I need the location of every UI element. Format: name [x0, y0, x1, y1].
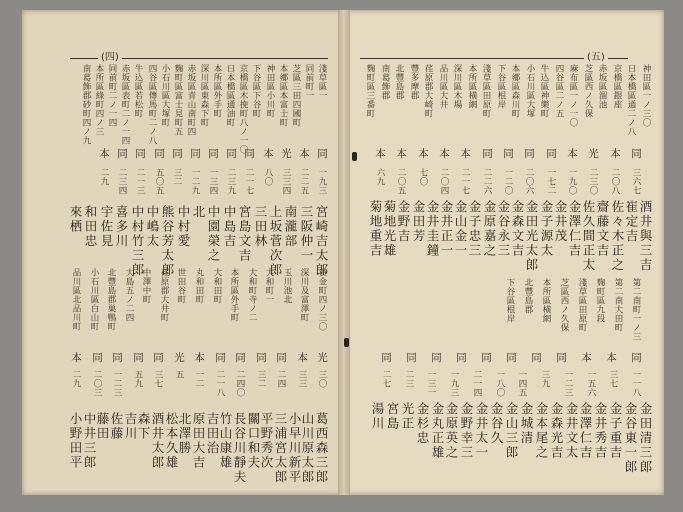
name-cell: 崔定吉: [624, 200, 639, 244]
name-cell: 金谷永三: [496, 200, 511, 258]
code-cell: 一九三: [317, 168, 327, 195]
name-cell: 金山三郎: [504, 402, 519, 460]
marker-cell: 同: [132, 352, 144, 364]
address-column: 本所區外手町: [212, 64, 222, 118]
marker-cell: 光: [587, 148, 599, 160]
marker-cell: 同: [530, 352, 542, 364]
marker-cell: 同: [275, 352, 287, 364]
code-cell: 一二: [194, 370, 204, 388]
name-cell: 齋藤文吉: [595, 200, 610, 258]
name-cell: 原田大吉: [191, 412, 206, 470]
marker-cell: 本: [605, 352, 617, 364]
code-cell: 一三一: [426, 370, 436, 397]
name-cell: 金子重吉: [608, 402, 623, 460]
address-column: 丸和田町: [194, 268, 204, 304]
marker-cell: 同: [189, 148, 201, 160]
marker-cell: 本: [298, 148, 310, 160]
marker-cell: 同: [207, 148, 219, 160]
code-cell: 三三: [297, 370, 307, 388]
code-cell: 三二: [256, 370, 266, 388]
address-column: 日本橋區通二ノ八: [626, 64, 636, 136]
marker-cell: 同: [116, 148, 128, 160]
code-cell: 二三四: [117, 168, 127, 195]
name-cell: 金井茂: [553, 200, 568, 244]
code-cell: 三〇: [317, 370, 327, 388]
code-cell: 一五六: [586, 370, 596, 397]
marker-cell: 光: [173, 352, 185, 364]
address-column: 淺草區一: [317, 64, 327, 100]
address-column: 麻布區一ノ一〇: [568, 64, 578, 127]
name-cell: 金丸正雄: [430, 402, 445, 460]
name-cell: 宮島文吉: [237, 205, 252, 263]
address-column: 赤坂區表町二ノ一四: [120, 64, 130, 145]
code-cell: 二〇六: [524, 168, 534, 195]
marker-cell: 同: [153, 148, 165, 160]
name-cell: 長谷川靜夫: [232, 412, 247, 485]
address-column: 芝區西ノ久保: [583, 64, 593, 118]
name-cell: 金杉忠: [415, 402, 430, 446]
marker-cell: 本: [417, 148, 429, 160]
marker-cell: 同: [225, 148, 237, 160]
marker-cell: 本: [580, 352, 592, 364]
address-column: 本所區橫網: [467, 64, 477, 109]
address-column: 世田谷町: [176, 268, 186, 304]
code-cell: 二一七: [244, 168, 254, 195]
address-column: 麴町區三番町: [365, 64, 375, 118]
code-cell: 六九: [375, 168, 385, 186]
name-cell: 葛西森三郎: [314, 412, 329, 485]
name-cell: 吉川: [123, 412, 138, 441]
name-cell: 南瀧部: [283, 205, 298, 249]
name-cell: 金森文吉: [510, 200, 525, 258]
address-column: 京橋區木挽町八ノ一〇: [238, 64, 248, 154]
code-cell: 一八〇: [495, 370, 505, 397]
name-cell: 宇佐見: [99, 205, 114, 249]
address-column: 第二南大田町: [613, 278, 623, 332]
name-cell: 中村竹三郎: [130, 205, 145, 278]
code-cell: 二二六: [482, 168, 492, 195]
name-cell: 上坂菅次郎: [268, 205, 283, 278]
address-column: 荏原郡大井町: [159, 268, 169, 322]
name-cell: 湯川: [370, 402, 385, 431]
address-column: 品川區大井: [438, 64, 448, 109]
name-cell: 關口和夫: [246, 412, 261, 470]
name-cell: 三浦宮太郎: [273, 412, 288, 485]
address-column: 神田區一ノ三〇: [641, 64, 651, 127]
code-cell: 一二〇: [503, 168, 513, 195]
code-cell: 二二五: [299, 168, 309, 195]
marker-cell: 同: [91, 352, 103, 364]
address-column: 淺草區田原町: [577, 278, 587, 332]
code-cell: 二一八: [215, 370, 225, 397]
marker-cell: 本: [395, 148, 407, 160]
name-cell: 金本尾之: [534, 402, 549, 460]
name-cell: 金井正一: [439, 200, 454, 258]
name-cell: 金田清三郎: [638, 402, 653, 475]
address-column: 牛込區神樂町: [539, 64, 549, 118]
address-column: 深川區東森下町: [199, 64, 209, 127]
code-cell: 一二九: [190, 168, 200, 195]
name-cell: 森下: [136, 412, 151, 441]
marker-cell: 本: [262, 148, 274, 160]
address-column: 下谷區下谷町: [251, 64, 261, 118]
name-cell: 中島吉: [222, 205, 237, 249]
marker-cell: 同: [630, 352, 642, 364]
address-column: 赤坂區青山南町四: [186, 64, 196, 136]
address-column: 麴町區九段: [595, 278, 605, 323]
marker-cell: 本: [70, 352, 82, 364]
marker-cell: 同: [545, 148, 557, 160]
address-column: 玉川池北: [282, 268, 292, 304]
code-cell: 一三四: [208, 168, 218, 195]
name-cell: 三田林: [253, 205, 268, 249]
code-cell: 五: [174, 370, 184, 379]
name-cell: 竹山康雄: [218, 412, 233, 470]
name-cell: 喜多川: [114, 205, 129, 249]
marker-cell: 本: [193, 352, 205, 364]
marker-cell: 同: [502, 148, 514, 160]
name-cell: 吉田治: [205, 412, 220, 456]
code-cell: 五九: [133, 370, 143, 388]
code-cell: 二〇四: [439, 168, 449, 195]
address-column: 北豐島郡巣鴨町: [106, 268, 116, 331]
address-column: 四谷區二ノ五: [554, 64, 564, 118]
marker-cell: 同: [430, 352, 442, 364]
address-column: 本郷區森川町: [510, 64, 520, 118]
address-column: 芝區三田四國町: [291, 64, 301, 127]
name-cell: 藤田: [95, 412, 110, 441]
address-column: 淺草區田原町: [481, 64, 491, 118]
name-cell: 佐久間正太: [581, 200, 596, 273]
address-column: 牛込區若松町: [133, 64, 143, 118]
address-column: 南葛飾郡: [380, 64, 390, 100]
name-cell: 酒井太郎: [150, 412, 165, 470]
name-cell: 金子源太: [539, 200, 554, 258]
name-cell: 松本久雄: [164, 412, 179, 470]
code-cell: 三九: [540, 370, 550, 388]
name-cell: 金子忠三: [467, 200, 482, 258]
marker-cell: 同: [214, 352, 226, 364]
left-page-number: (四): [98, 48, 122, 63]
code-cell: 二〇八: [610, 168, 620, 195]
binding-stitch: [344, 338, 349, 347]
name-cell: 金澤仁吉: [578, 402, 593, 460]
name-cell: 宮崎吉太郎: [314, 205, 329, 278]
code-cell: 一七二: [546, 168, 556, 195]
marker-cell: 同: [243, 148, 255, 160]
name-cell: 中嶋太: [145, 205, 160, 249]
marker-cell: 同: [481, 148, 493, 160]
code-cell: 七〇: [418, 168, 428, 186]
address-column: 日本橋區通油町: [225, 64, 235, 127]
address-column: 深川區木場: [452, 64, 462, 109]
book-gutter: [338, 10, 350, 495]
address-column: 大和田町: [212, 268, 222, 304]
name-cell: 金田光太郎: [524, 200, 539, 273]
name-cell: 佐々木正之: [610, 200, 625, 273]
name-cell: 金井文太: [564, 402, 579, 460]
address-column: 小石川區白山町: [89, 268, 99, 331]
marker-cell: 光: [280, 148, 292, 160]
address-column: 北豐島郡: [523, 278, 533, 314]
marker-cell: 本: [438, 148, 450, 160]
marker-cell: 同: [134, 148, 146, 160]
name-cell: 金城清: [519, 402, 534, 446]
name-cell: 菊地重吉: [368, 200, 383, 258]
name-cell: 金野幸三: [459, 402, 474, 460]
address-column: 品川區北品川町: [71, 268, 81, 331]
code-cell: 五〇五: [154, 168, 164, 195]
code-cell: 二九: [99, 168, 109, 186]
address-column: 大和町寺ノ二: [247, 268, 257, 322]
binding-stitch: [352, 152, 357, 161]
code-cell: 一九三: [449, 370, 459, 397]
marker-cell: 同: [455, 352, 467, 364]
marker-cell: 同: [171, 148, 183, 160]
name-cell: 菊地光雄: [382, 200, 397, 258]
address-column: 小石川區大塚町: [160, 64, 170, 127]
code-cell: 二一七: [460, 168, 470, 195]
code-cell: 二一三: [135, 168, 145, 195]
name-cell: 金谷久: [489, 402, 504, 446]
marker-cell: 同: [380, 352, 392, 364]
marker-cell: 同: [255, 352, 267, 364]
code-cell: 一九〇: [567, 168, 577, 195]
address-column: 神田區小川町: [265, 64, 275, 118]
address-column: 京橋區銀座: [612, 64, 622, 109]
name-cell: 酒井與三吉: [638, 200, 653, 273]
address-column: 本所區橫網: [541, 278, 551, 323]
marker-cell: 光: [316, 352, 328, 364]
code-cell: 三六七: [631, 168, 641, 195]
address-column: 同前町二ノ一四: [107, 64, 117, 127]
name-cell: 和田忠: [83, 205, 98, 249]
code-cell: 一四五: [517, 370, 527, 397]
address-column: 赤坂區溜池: [597, 64, 607, 109]
code-cell: 一二三: [112, 370, 122, 397]
marker-cell: 同: [523, 148, 535, 160]
code-cell: 二九: [71, 370, 81, 388]
code-cell: 一二三: [563, 370, 573, 397]
marker-cell: 本: [566, 148, 578, 160]
address-column: 本所區外手町: [229, 268, 239, 322]
name-cell: 金井圭鐘: [425, 200, 440, 258]
name-cell: 來栖: [68, 205, 83, 234]
name-cell: 金森光吉: [549, 402, 564, 460]
name-cell: 金井秀吉: [593, 402, 608, 460]
code-cell: 二四〇: [235, 370, 245, 397]
code-cell: 三七: [153, 370, 163, 388]
right-page-number: (五): [584, 48, 608, 63]
name-cell: 小早川新平: [287, 412, 302, 485]
address-column: 本所區綠町四ノ三: [94, 64, 104, 136]
marker-cell: 同: [316, 148, 328, 160]
name-cell: 熊谷芳太郎: [160, 205, 175, 278]
name-cell: 佐藤: [109, 412, 124, 441]
marker-cell: 同: [405, 352, 417, 364]
name-cell: 北澤勝: [177, 412, 192, 456]
name-cell: 中井三郎: [82, 412, 97, 470]
name-cell: 中村愛: [176, 205, 191, 249]
code-cell: 二〇三: [92, 370, 102, 397]
name-cell: 北: [191, 205, 206, 220]
name-cell: 金谷東一郎: [623, 402, 638, 475]
name-cell: 金井太一: [474, 402, 489, 460]
marker-cell: 本: [296, 352, 308, 364]
code-cell: 三二: [172, 168, 182, 186]
address-column: 小石川區大塚: [525, 64, 535, 118]
address-column: 大和町一: [264, 268, 274, 304]
name-cell: 小野田平: [68, 412, 83, 470]
code-cell: 一一八: [631, 370, 641, 397]
address-column: 下谷區根岸: [505, 278, 515, 323]
address-column: 荏原郡大崎町: [423, 64, 433, 118]
address-column: 大島五ノ二四: [124, 268, 134, 322]
address-column: 本郷區本富士町: [278, 64, 288, 127]
marker-cell: 同: [505, 352, 517, 364]
name-cell: 金原嘉之: [482, 200, 497, 258]
marker-cell: 同: [480, 352, 492, 364]
name-cell: 金田芳: [411, 200, 426, 244]
code-cell: 二三〇: [588, 168, 598, 195]
address-column: 同前町一: [304, 64, 314, 100]
address-column: 北豐島郡: [394, 64, 404, 100]
name-cell: 金原英之: [444, 402, 459, 460]
marker-cell: 同: [152, 352, 164, 364]
address-column: 中澤中町: [141, 268, 151, 304]
address-column: 黄金町四ノ三〇: [317, 268, 327, 331]
code-cell: 二三: [404, 370, 414, 388]
address-column: 下谷區根岸: [496, 64, 506, 109]
code-cell: 二四: [276, 370, 286, 388]
marker-cell: 同: [111, 352, 123, 364]
name-cell: 金山金一: [453, 200, 468, 258]
name-cell: 光正: [400, 402, 415, 431]
marker-cell: 本: [374, 148, 386, 160]
marker-cell: 同: [555, 352, 567, 364]
address-column: 豐多摩郡: [409, 64, 419, 100]
address-column: 芝區西ノ久保: [559, 278, 569, 332]
name-cell: 山川原太郎: [300, 412, 315, 485]
address-column: 第二南町一ノ三: [631, 278, 641, 341]
marker-cell: 同: [234, 352, 246, 364]
code-cell: 三七: [608, 370, 618, 388]
code-cell: 二七: [381, 370, 391, 388]
name-cell: 金野吉: [396, 200, 411, 244]
code-cell: 二三九: [226, 168, 236, 195]
name-cell: 三阪仲一: [299, 205, 314, 263]
name-cell: 宮島: [385, 402, 400, 431]
code-cell: 二一四: [472, 370, 482, 397]
name-cell: 金澤仁吉: [567, 200, 582, 258]
address-column: 麴町區富士見町五: [173, 64, 183, 136]
code-cell: 二〇五: [396, 168, 406, 195]
code-cell: 八〇: [263, 168, 273, 186]
name-cell: 中園榮之: [206, 205, 221, 263]
marker-cell: 本: [609, 148, 621, 160]
marker-cell: 本: [459, 148, 471, 160]
address-column: 四谷區傳馬町二ノ八: [147, 64, 157, 145]
name-cell: 平野秀次: [259, 412, 274, 470]
marker-cell: 本: [98, 148, 110, 160]
address-column: 深川及富澤町: [299, 268, 309, 322]
marker-cell: 同: [630, 148, 642, 160]
address-column: 南葛飾郡砂町四ノ九: [81, 64, 91, 145]
code-cell: 三三四: [281, 168, 291, 195]
